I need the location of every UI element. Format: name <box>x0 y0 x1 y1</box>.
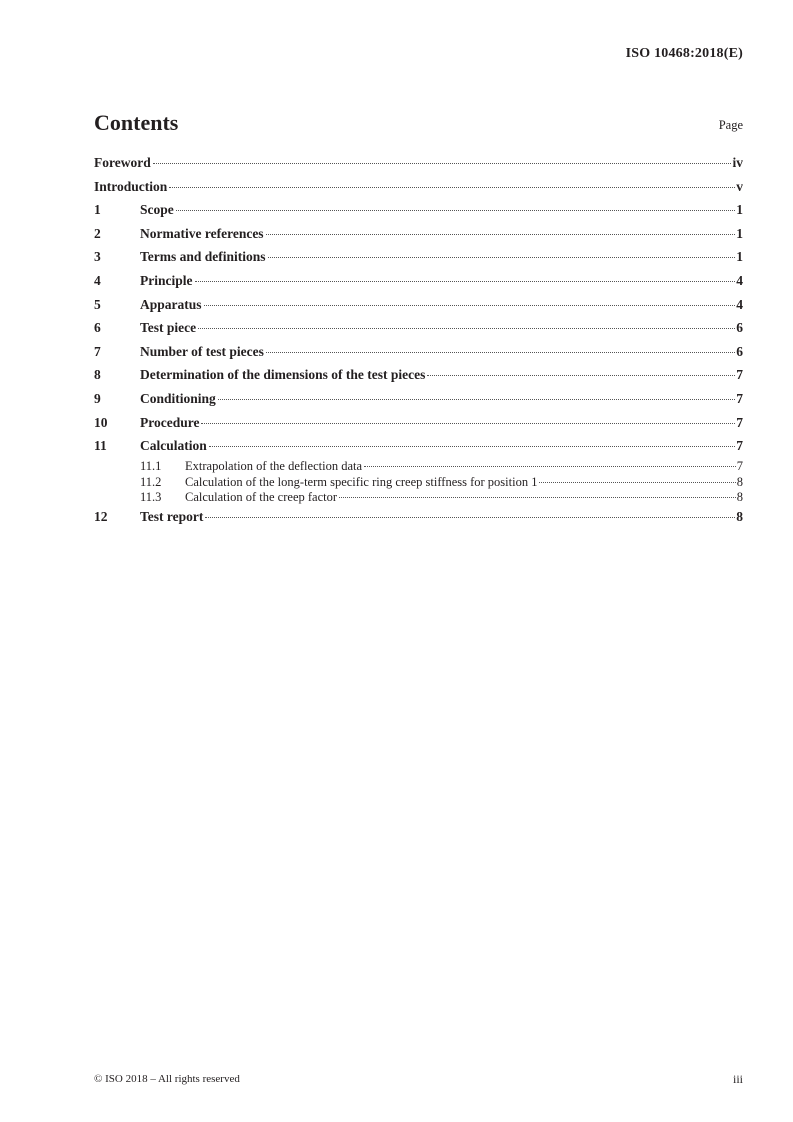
toc-entry-title: Introduction <box>94 178 168 194</box>
toc-entry-title: Test report <box>140 509 204 525</box>
toc-entry-title: Determination of the dimensions of the test pieces <box>140 367 426 383</box>
toc-subentry-11-2[interactable] <box>94 475 743 491</box>
toc-entry-page: 7 <box>736 414 743 430</box>
toc-entry-8[interactable] <box>94 367 743 391</box>
leader-dots <box>205 517 735 518</box>
contents-title: Contents <box>94 110 179 135</box>
toc-subentry-title: Extrapolation of the deflection data <box>185 458 363 473</box>
leader-dots <box>198 328 735 329</box>
document-id: ISO 10468:2018(E) <box>625 46 743 61</box>
toc-entry-page: 4 <box>736 272 743 288</box>
toc-entry-7[interactable] <box>94 344 743 368</box>
toc-entry-number: 12 <box>94 509 108 525</box>
toc-subentry-number: 11.2 <box>140 474 162 489</box>
toc-entry-title: Conditioning <box>140 390 216 406</box>
leader-dots <box>204 305 736 306</box>
toc-entry-number: 9 <box>94 390 101 406</box>
leader-dots <box>218 399 735 400</box>
toc-entry-10[interactable] <box>94 415 743 439</box>
toc-entry-number: 10 <box>94 414 108 430</box>
toc-entry-page: v <box>736 178 743 194</box>
table-of-contents <box>94 155 743 533</box>
leader-dots <box>153 163 732 164</box>
toc-entry-page: 7 <box>736 390 743 406</box>
toc-entry-4[interactable] <box>94 273 743 297</box>
leader-dots <box>427 375 735 376</box>
toc-entry-number: 5 <box>94 296 101 312</box>
toc-entry-number: 8 <box>94 367 101 383</box>
toc-entry-number: 4 <box>94 272 101 288</box>
toc-entry-title: Scope <box>140 202 174 218</box>
toc-entry-page: 6 <box>736 343 743 359</box>
toc-entry-5[interactable] <box>94 297 743 321</box>
toc-subentry-11-3[interactable] <box>94 490 743 506</box>
toc-entry-page: iv <box>732 155 743 170</box>
toc-entry-number: 2 <box>94 225 101 241</box>
page-column-label: Page <box>718 118 743 132</box>
toc-subentry-title: Calculation of the creep factor <box>185 490 338 505</box>
toc-subsection-list <box>94 459 743 506</box>
toc-entry-12[interactable] <box>94 509 743 533</box>
toc-entry-foreword[interactable] <box>94 155 743 179</box>
toc-entry-introduction[interactable] <box>94 179 743 203</box>
toc-entry-title: Normative references <box>140 225 264 241</box>
toc-entry-number: 11 <box>94 438 107 454</box>
toc-subentry-11-1[interactable] <box>94 459 743 475</box>
toc-entry-number: 6 <box>94 320 101 336</box>
toc-subentry-page: 8 <box>736 474 743 489</box>
toc-entry-page: 1 <box>736 202 743 218</box>
leader-dots <box>209 446 735 447</box>
toc-entry-1[interactable] <box>94 202 743 226</box>
leader-dots <box>364 466 736 467</box>
toc-entry-title: Number of test pieces <box>140 343 264 359</box>
toc-entry-page: 7 <box>736 367 743 383</box>
leader-dots <box>195 281 736 282</box>
leader-dots <box>539 482 735 483</box>
toc-entry-title: Test piece <box>140 320 197 336</box>
toc-entry-title: Terms and definitions <box>140 249 266 265</box>
leader-dots <box>176 210 736 211</box>
toc-entry-page: 7 <box>736 438 743 454</box>
toc-entry-page: 8 <box>736 509 743 525</box>
toc-subentry-page: 8 <box>736 490 743 505</box>
toc-subentry-page: 7 <box>736 458 743 473</box>
toc-subentry-number: 11.1 <box>140 458 162 473</box>
toc-entry-page: 1 <box>736 225 743 241</box>
leader-dots <box>266 352 735 353</box>
toc-entry-title: Calculation <box>140 438 207 454</box>
toc-entry-page: 1 <box>736 249 743 265</box>
toc-entry-page: 6 <box>736 320 743 336</box>
leader-dots <box>339 497 736 498</box>
leader-dots <box>266 234 736 235</box>
leader-dots <box>201 423 735 424</box>
leader-dots <box>169 187 735 188</box>
toc-entry-2[interactable] <box>94 226 743 250</box>
toc-entry-number: 1 <box>94 202 101 218</box>
toc-entry-9[interactable] <box>94 391 743 415</box>
toc-entry-6[interactable] <box>94 320 743 344</box>
footer-copyright: © ISO 2018 – All rights reserved <box>94 1073 240 1085</box>
toc-subentry-number: 11.3 <box>140 490 162 505</box>
leader-dots <box>268 257 736 258</box>
toc-entry-title: Principle <box>140 272 193 288</box>
toc-subentry-title: Calculation of the long-term specific ring creep stiffness for position 1 <box>185 474 538 489</box>
toc-entry-title: Procedure <box>140 414 200 430</box>
toc-entry-3[interactable] <box>94 249 743 273</box>
toc-entry-number: 3 <box>94 249 101 265</box>
footer-page-number: iii <box>732 1072 743 1086</box>
toc-entry-title: Apparatus <box>140 296 202 312</box>
toc-entry-page: 4 <box>736 296 743 312</box>
toc-entry-title: Foreword <box>94 155 151 170</box>
toc-entry-number: 7 <box>94 343 101 359</box>
